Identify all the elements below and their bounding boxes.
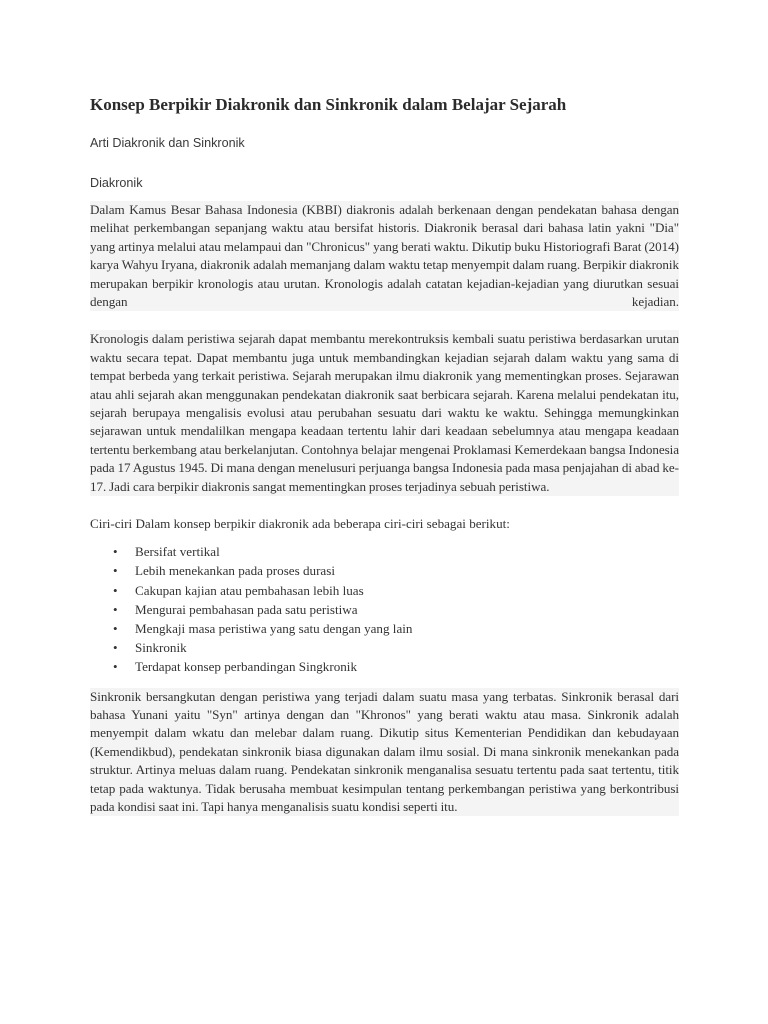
list-item xyxy=(90,638,679,657)
list-item xyxy=(90,581,679,600)
list-item xyxy=(90,600,679,619)
page-title: Konsep Berpikir Diakronik dan Sinkronik dalam Belajar Sejarah xyxy=(90,95,567,114)
list-item-text: Mengkaji masa peristiwa yang satu dengan yang lain xyxy=(135,620,413,636)
list-item-text: Cakupan kajian atau pembahasan lebih luas xyxy=(135,582,364,598)
list-item-text: Terdapat konsep perbandingan Singkronik xyxy=(135,659,357,675)
bullet-icon: • xyxy=(113,544,118,560)
paragraph-sinkronik: Sinkronik bersangkutan dengan peristiwa yang terjadi dalam suatu masa yang terbatas. Sinkronik berasal dari bahasa Yunani yaitu "Syn" artinya dengan dan "Khronos" yang berati waktu atau masa. Sinkronik adalah menyempit dalam wkatu dan melebar dalam ruang. Dikutip situs Kementerian Pendidikan dan kebudayaan (Kemendikbud), pendekatan sinkronik biasa digunakan dalam ilmu sosial. Di mana sinkronik menekankan pada struktur. Artinya meluas dalam ruang. Pendekatan sinkronik menganalisa sesuatu tertentu pada saat tertentu, titik tetap pada waktunya. Tidak berusaha membuat kesimpulan tentang perkembangan peristiwa yang berkontribusi pada kondisi saat ini. Tapi hanya menganalisis suatu kondisi seperti itu. xyxy=(90,688,679,817)
list-item xyxy=(90,657,679,676)
paragraph-diakronik-definition: Dalam Kamus Besar Bahasa Indonesia (KBBI) diakronis adalah berkenaan dengan pendekatan bahasa dengan melihat perkembangan sepanjang waktu atau bersifat historis. Diakronik berasal dari bahasa latin yakni "Dia" yang artinya melalui atau melampaui dan "Chronicus" yang berati waktu. Dikutip buku Historiografi Barat (2014) karya Wahyu Iryana, diakronik adalah memanjang dalam waktu tetap menyempit dalam ruang. Berpikir diakronik merupakan berpikir kronologis atau urutan. Kronologis adalah catatan kejadian-kejadian yang diurutkan sesuai dengan kejadian. xyxy=(90,201,679,311)
bullet-icon: • xyxy=(113,640,118,656)
list-item-text: Bersifat vertikal xyxy=(135,544,220,560)
list-item-text: Mengurai pembahasan pada satu peristiwa xyxy=(135,601,358,617)
subtitle: Arti Diakronik dan Sinkronik xyxy=(90,136,245,150)
list-item xyxy=(90,619,679,638)
bullet-icon: • xyxy=(113,563,118,579)
bullet-icon: • xyxy=(113,582,118,598)
bullet-icon: • xyxy=(113,601,118,617)
document-page xyxy=(90,94,679,816)
section-heading-diakronik: Diakronik xyxy=(90,176,143,190)
bullet-icon: • xyxy=(113,659,118,675)
list-item-text: Lebih menekankan pada proses durasi xyxy=(135,563,335,579)
ciri-ciri-intro: Ciri-ciri Dalam konsep berpikir diakronik ada beberapa ciri-ciri sebagai berikut: xyxy=(90,516,510,532)
paragraph-kronologis: Kronologis dalam peristiwa sejarah dapat membantu merekontruksis kembali suatu peristiwa berdasarkan urutan waktu secara tepat. Dapat membantu juga untuk membandingkan kejadian sejarah dalam waktu yang sama di tempat berbeda yang terkait peristiwa. Sejarah merupakan ilmu diakronik yang mementingkan proses. Sejarawan atau ahli sejarah akan menggunakan pendekatan diakronik saat berbicara sejarah. Karena melalui pendekatan itu, sejarah berupaya mengalisis evolusi atau perubahan sesuatu dari waktu ke waktu. Sehingga memungkinkan sejarawan untuk mendalilkan mengapa keadaan tertentu lahir dari keadaan sebelumnya atau mengapa keadaan tertentu berkembang atau berkelanjutan. Contohnya belajar mengenai Proklamasi Kemerdekaan bangsa Indonesia pada 17 Agustus 1945. Di mana dengan menelusuri perjuanga bangsa Indonesia pada masa penjajahan di abad ke-17. Jadi cara berpikir diakronis sangat mementingkan proses terjadinya sebuah peristiwa. xyxy=(90,330,679,496)
ciri-ciri-list xyxy=(90,542,679,676)
list-item-text: Sinkronik xyxy=(135,640,187,656)
list-item xyxy=(90,561,679,580)
list-item xyxy=(90,542,679,561)
bullet-icon: • xyxy=(113,620,118,636)
